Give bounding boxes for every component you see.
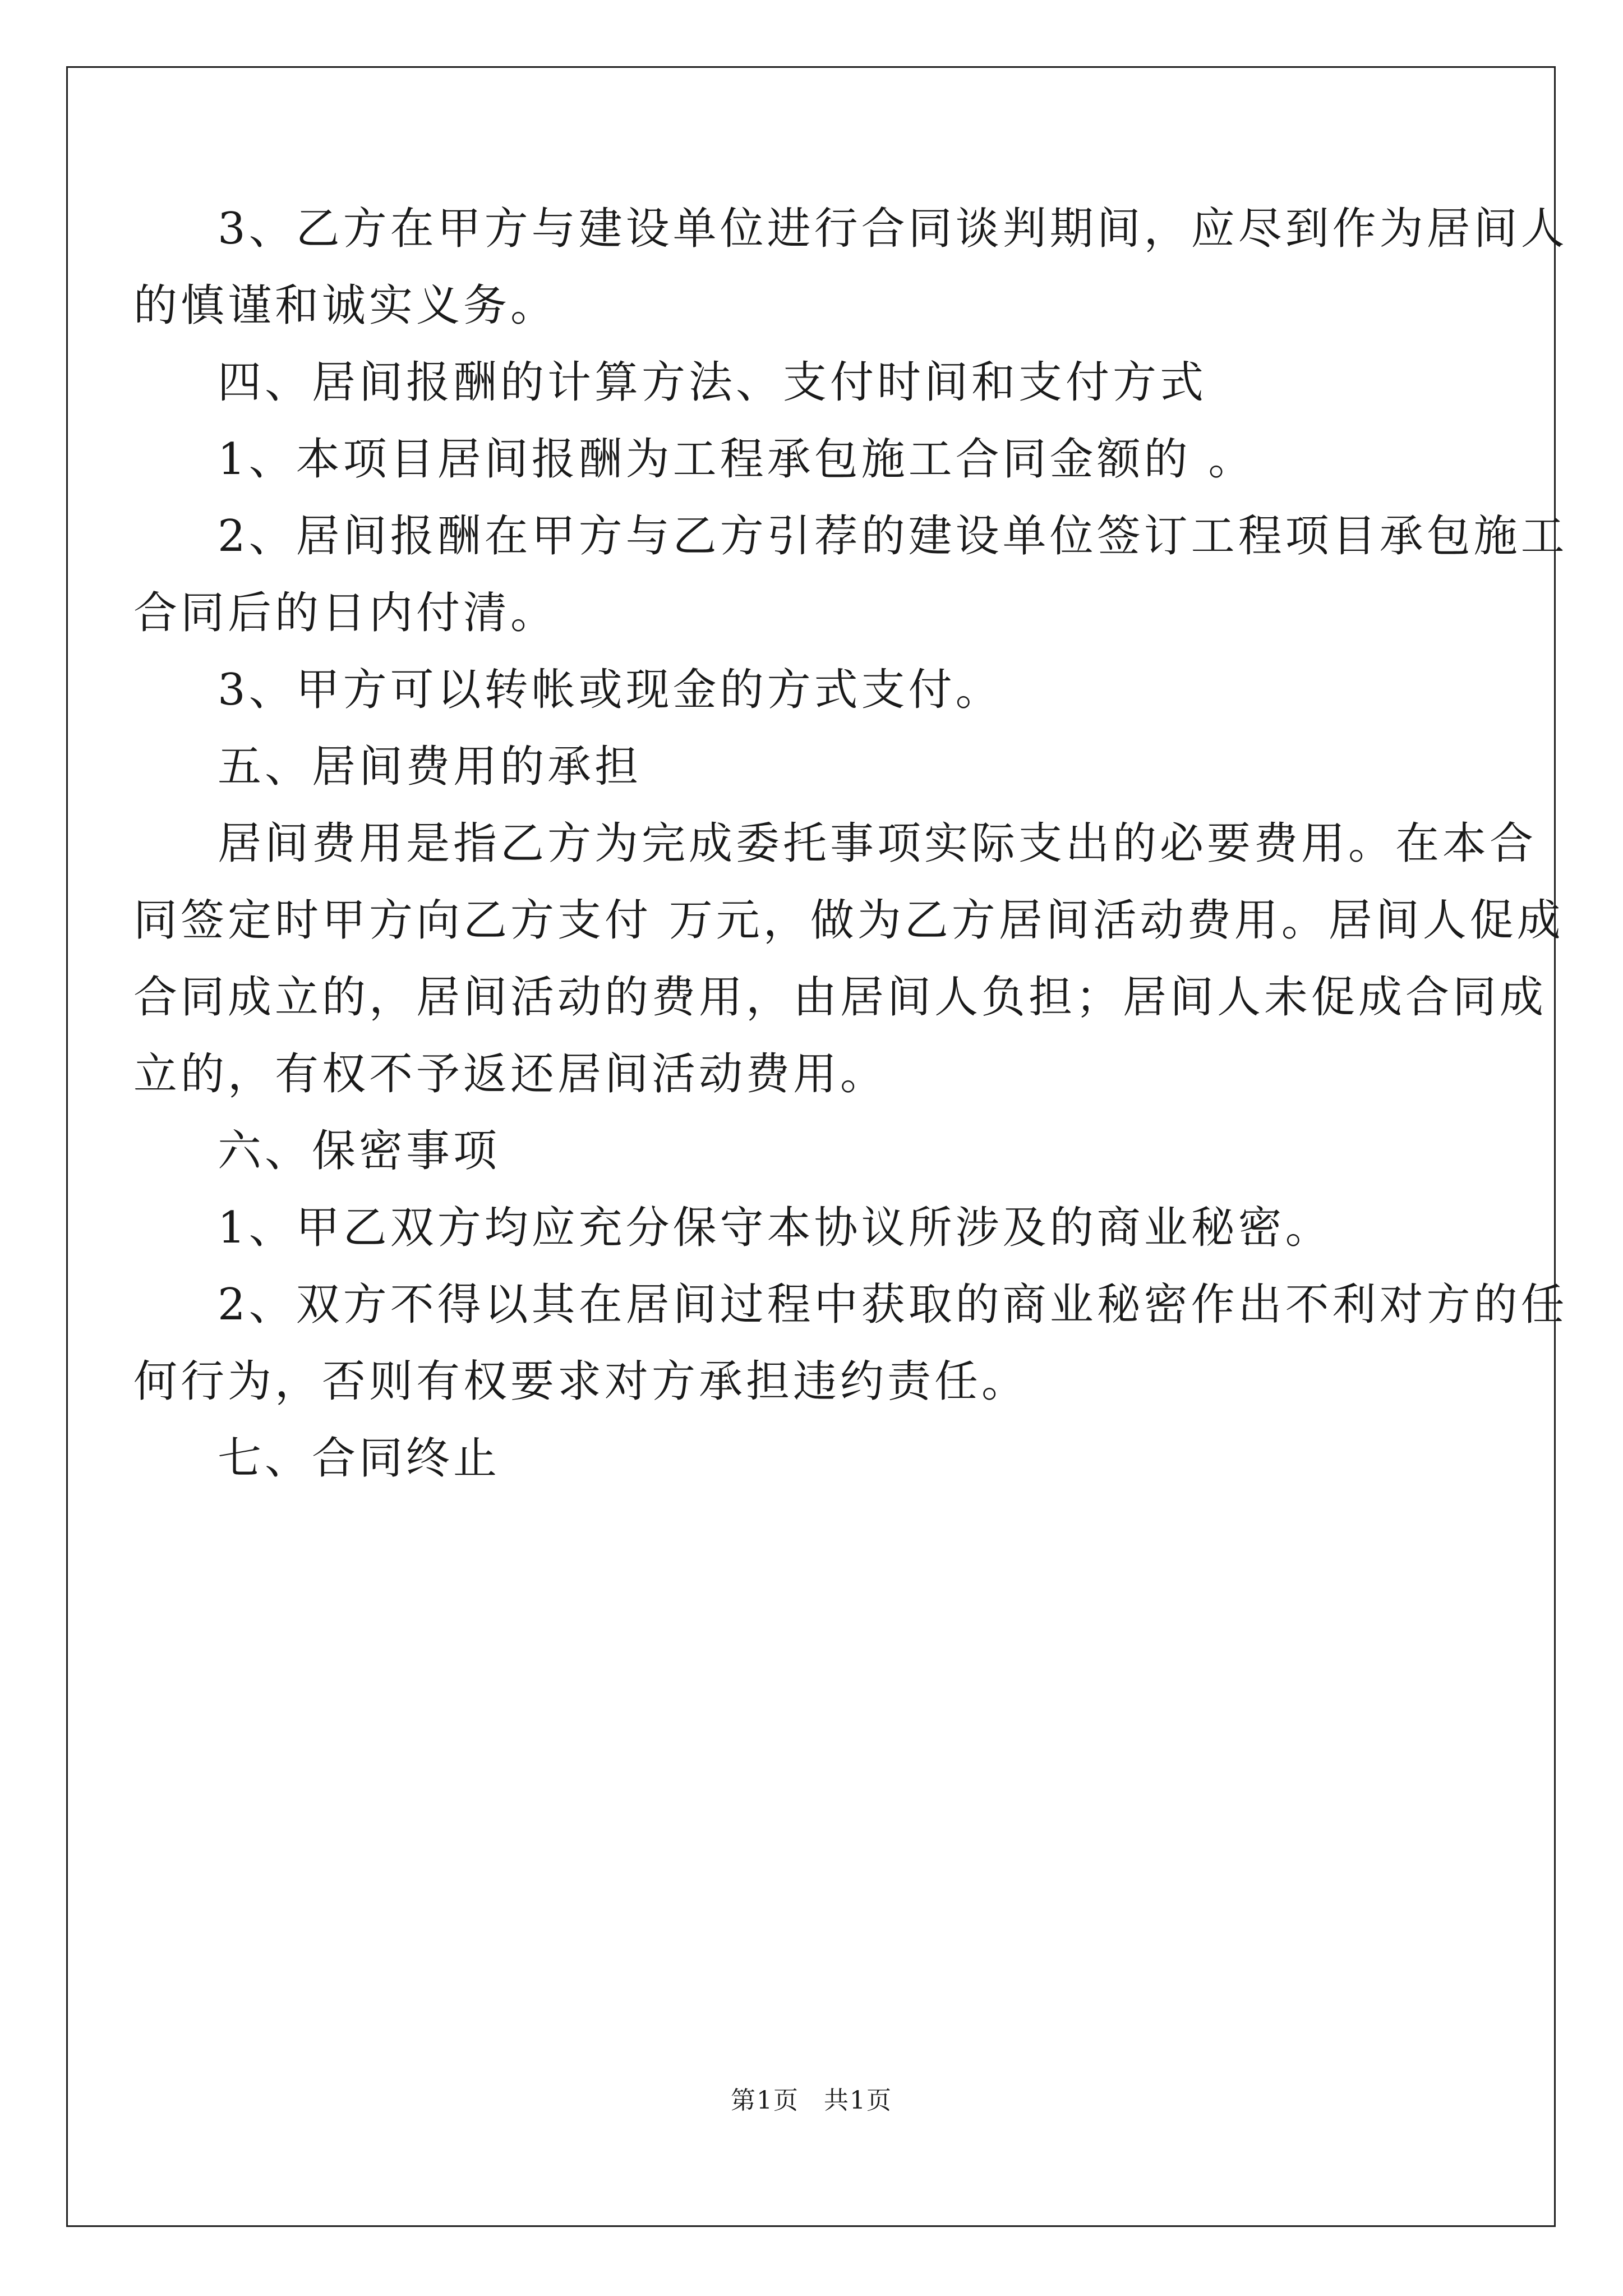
section-heading: 四、居间报酬的计算方法、支付时间和支付方式 bbox=[218, 357, 1207, 408]
paragraph-line: 3、甲方可以转帐或现金的方式支付。 bbox=[218, 665, 1003, 715]
page-footer bbox=[0, 2084, 1623, 2118]
paragraph-line: 同签定时甲方向乙方支付 万元，做为乙方居间活动费用。居间人促成 bbox=[133, 895, 1564, 946]
paragraph-line: 合同成立的，居间活动的费用，由居间人负担；居间人未促成合同成 bbox=[133, 972, 1547, 1023]
paragraph-line: 的慎谨和诚实义务。 bbox=[133, 280, 558, 331]
paragraph-line: 合同后的日内付清。 bbox=[133, 588, 558, 638]
section-heading: 五、居间费用的承担 bbox=[218, 742, 642, 792]
paragraph-line: 居间费用是指乙方为完成委托事项实际支出的必要费用。在本合 bbox=[218, 818, 1537, 869]
paragraph-line: 1、甲乙双方均应充分保守本协议所涉及的商业秘密。 bbox=[218, 1203, 1332, 1253]
paragraph-line: 2、双方不得以其在居间过程中获取的商业秘密作出不利对方的任 bbox=[218, 1280, 1568, 1330]
section-heading: 七、合同终止 bbox=[218, 1433, 501, 1484]
paragraph-line: 1、本项目居间报酬为工程承包施工合同金额的 。 bbox=[218, 434, 1256, 485]
paragraph-line: 立的，有权不予返还居间活动费用。 bbox=[133, 1049, 888, 1099]
page-number-current: 第1页 bbox=[731, 2086, 799, 2115]
paragraph-line: 何行为，否则有权要求对方承担违约责任。 bbox=[133, 1356, 1029, 1407]
page-number-total: 共1页 bbox=[824, 2086, 892, 2115]
paragraph-line: 2、居间报酬在甲方与乙方引荐的建设单位签订工程项目承包施工 bbox=[218, 511, 1568, 562]
section-heading: 六、保密事项 bbox=[218, 1126, 501, 1176]
paragraph-line: 3、乙方在甲方与建设单位进行合同谈判期间，应尽到作为居间人 bbox=[218, 204, 1568, 254]
